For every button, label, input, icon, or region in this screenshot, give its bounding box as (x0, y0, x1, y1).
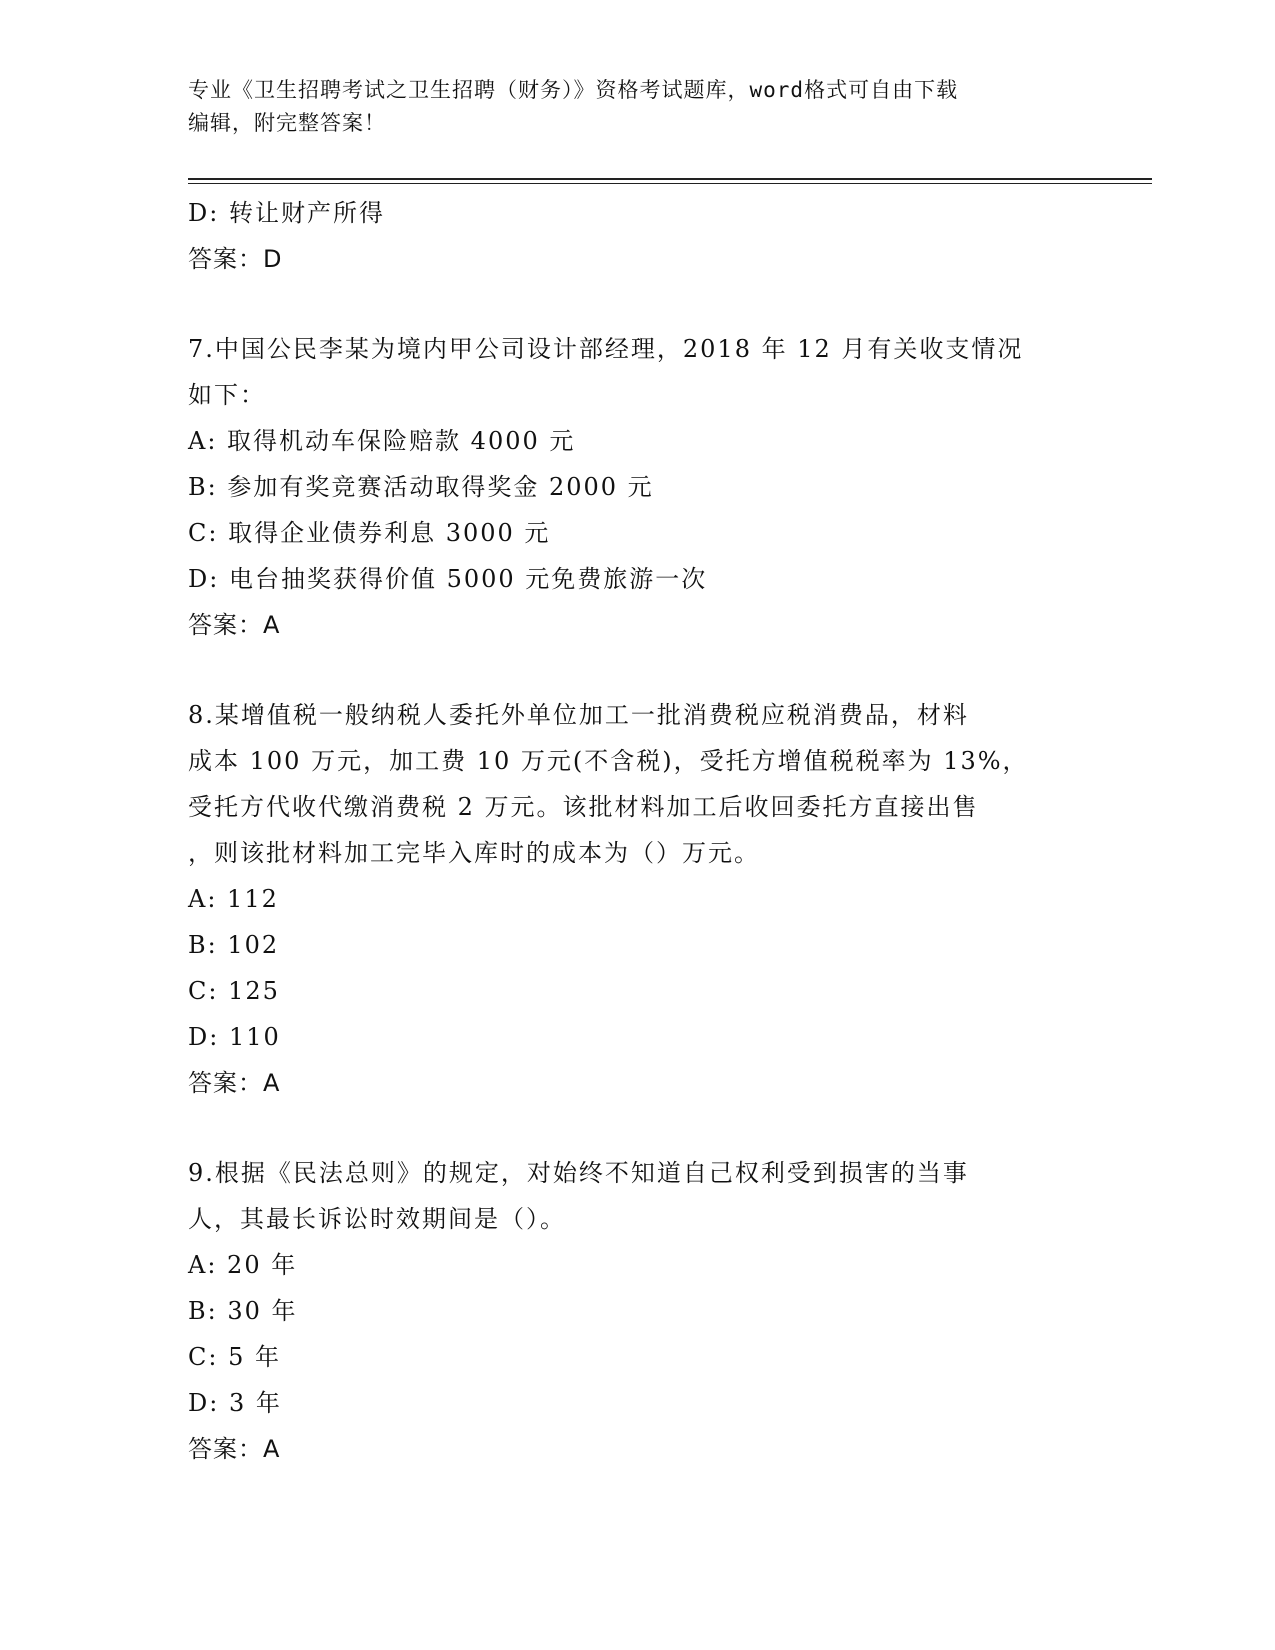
question-6-tail (188, 190, 1088, 282)
document-body (188, 190, 1088, 1472)
question-stem-line: 成本 100 万元，加工费 10 万元(不含税)，受托方增值税税率为 13%， (188, 747, 1029, 775)
page-header (188, 74, 1088, 140)
option-b: B: 参加有奖竞赛活动取得奖金 2000 元 (188, 473, 654, 501)
option-a: A: 20 年 (188, 1251, 298, 1279)
header-rule-thin (188, 183, 1152, 184)
spacer (188, 1106, 1088, 1150)
question-stem-line: 人，其最长诉讼时效期间是（）。 (188, 1205, 566, 1233)
option-d: D: 转让财产所得 (188, 199, 385, 227)
option-d: D: 110 (188, 1023, 281, 1051)
question-stem-line: 8.某增值税一般纳税人委托外单位加工一批消费税应税消费品，材料 (188, 701, 969, 729)
answer-line: 答案：A (188, 1069, 281, 1097)
answer-line: 答案：D (188, 245, 283, 273)
question-stem-line: 如下： (188, 381, 266, 409)
option-b: B: 30 年 (188, 1297, 298, 1325)
question-7 (188, 326, 1088, 648)
option-c: C: 5 年 (188, 1343, 281, 1371)
spacer (188, 648, 1088, 692)
header-rule-thick (188, 178, 1152, 180)
question-stem-line: 9.根据《民法总则》的规定，对始终不知道自己权利受到损害的当事 (188, 1159, 969, 1187)
header-line-1: 专业《卫生招聘考试之卫生招聘（财务）》资格考试题库，word格式可自由下载 (188, 78, 959, 102)
spacer (188, 282, 1088, 326)
option-d: D: 3 年 (188, 1389, 282, 1417)
option-c: C: 125 (188, 977, 280, 1005)
question-8 (188, 692, 1088, 1106)
question-stem-line: 受托方代收代缴消费税 2 万元。该批材料加工后收回委托方直接出售 (188, 793, 979, 821)
option-a: A: 112 (188, 885, 279, 913)
question-stem-line: 7.中国公民李某为境内甲公司设计部经理，2018 年 12 月有关收支情况 (188, 335, 1024, 363)
question-9 (188, 1150, 1088, 1472)
header-line-2: 编辑，附完整答案！ (188, 111, 386, 135)
answer-line: 答案：A (188, 611, 281, 639)
option-b: B: 102 (188, 931, 280, 959)
answer-line: 答案：A (188, 1435, 281, 1463)
option-d: D: 电台抽奖获得价值 5000 元免费旅游一次 (188, 565, 708, 593)
option-a: A: 取得机动车保险赔款 4000 元 (188, 427, 576, 455)
question-stem-line: ，则该批材料加工完毕入库时的成本为（）万元。 (188, 839, 760, 867)
option-c: C: 取得企业债券利息 3000 元 (188, 519, 551, 547)
